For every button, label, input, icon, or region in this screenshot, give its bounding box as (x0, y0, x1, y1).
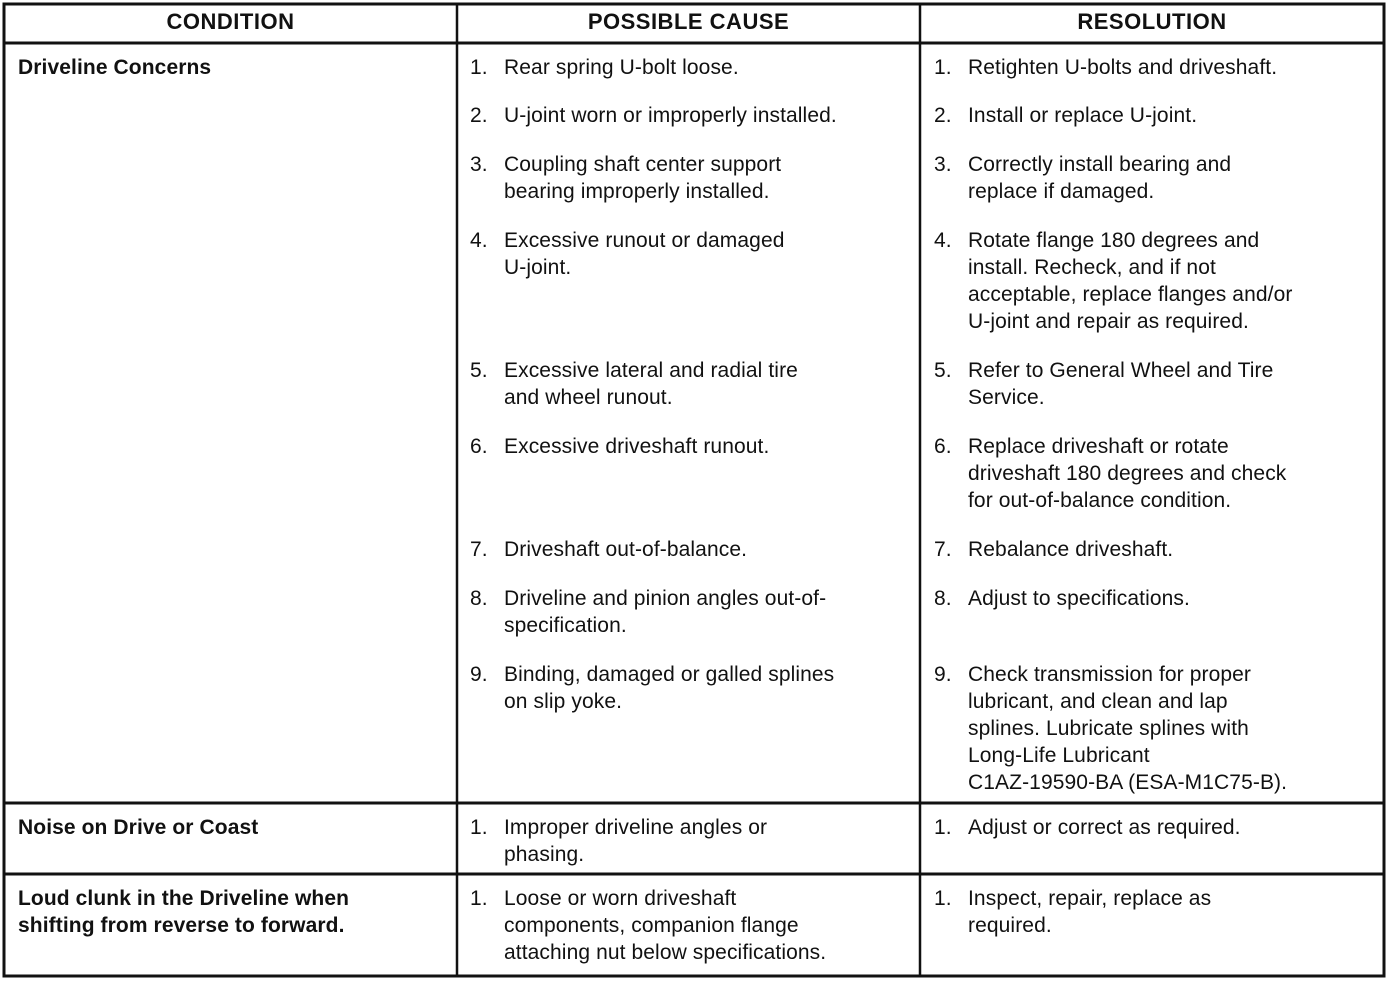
item-text: Excessive runout or damaged U-joint. (504, 229, 785, 279)
item-number: 2. (470, 104, 488, 127)
item-text: U-joint worn or improperly installed. (504, 104, 837, 127)
item-text: Refer to General Wheel and Tire Service. (968, 359, 1274, 409)
item-text: Adjust or correct as required. (968, 816, 1241, 839)
item-number: 1. (470, 816, 488, 839)
item-number: 4. (934, 229, 952, 252)
item-number: 1. (934, 816, 952, 839)
item-text: Replace driveshaft or rotate driveshaft 180 degrees and check for out-of-balance condition. (968, 435, 1287, 512)
item-number: 7. (470, 538, 488, 561)
item-text: Improper driveline angles or phasing. (504, 816, 768, 866)
item-text: Rear spring U-bolt loose. (504, 56, 739, 79)
item-text: Check transmission for proper lubricant, and clean and lap splines. Lubricate splines with Long-Life Lubricant C1AZ-19590-BA (ESA-M1C75-B). (968, 663, 1288, 794)
item-text: Excessive driveshaft runout. (504, 435, 770, 458)
item-number: 2. (934, 104, 952, 127)
item-number: 7. (934, 538, 952, 561)
item-text: Adjust to specifications. (968, 587, 1190, 610)
item-number: 8. (934, 587, 952, 610)
condition-line: Loud clunk in the Driveline when (18, 887, 350, 910)
item-text: Install or replace U-joint. (968, 104, 1198, 127)
item-text: Coupling shaft center support bearing improperly installed. (504, 153, 782, 203)
item-text: Retighten U-bolts and driveshaft. (968, 56, 1278, 79)
item-number: 9. (470, 663, 488, 686)
item-number: 1. (934, 887, 952, 910)
item-text: Inspect, repair, replace as required. (968, 887, 1212, 937)
item-number: 9. (934, 663, 952, 686)
item-number: 6. (934, 435, 952, 458)
condition-cell (18, 814, 258, 841)
condition-cell (18, 54, 211, 81)
item-text: Excessive lateral and radial tire and wheel runout. (504, 359, 798, 409)
item-number: 5. (934, 359, 952, 382)
item-text: Binding, damaged or galled splines on slip yoke. (504, 663, 835, 713)
condition-line: Driveline Concerns (18, 56, 212, 79)
item-text: Correctly install bearing and replace if damaged. (968, 153, 1232, 203)
item-number: 1. (470, 887, 488, 910)
condition-cell (18, 885, 349, 939)
item-number: 4. (470, 229, 488, 252)
item-text: Rotate flange 180 degrees and install. Recheck, and if not acceptable, replace flanges and/or U-joint and repair as required. (968, 229, 1293, 333)
condition-line: shifting from reverse to forward. (18, 914, 345, 937)
header-possible-cause: POSSIBLE CAUSE (587, 9, 790, 34)
item-text: Driveshaft out-of-balance. (504, 538, 748, 561)
item-number: 1. (470, 56, 488, 79)
item-number: 3. (934, 153, 952, 176)
item-number: 1. (934, 56, 952, 79)
item-text: Rebalance driveshaft. (968, 538, 1174, 561)
item-number: 5. (470, 359, 488, 382)
item-number: 3. (470, 153, 488, 176)
item-number: 8. (470, 587, 488, 610)
item-text: Driveline and pinion angles out-of- specification. (504, 587, 827, 637)
item-text: Loose or worn driveshaft components, companion flange attaching nut below specifications. (504, 887, 827, 964)
header-condition: CONDITION (166, 9, 295, 34)
condition-line: Noise on Drive or Coast (18, 816, 259, 839)
header-resolution: RESOLUTION (1077, 9, 1227, 34)
item-number: 6. (470, 435, 488, 458)
